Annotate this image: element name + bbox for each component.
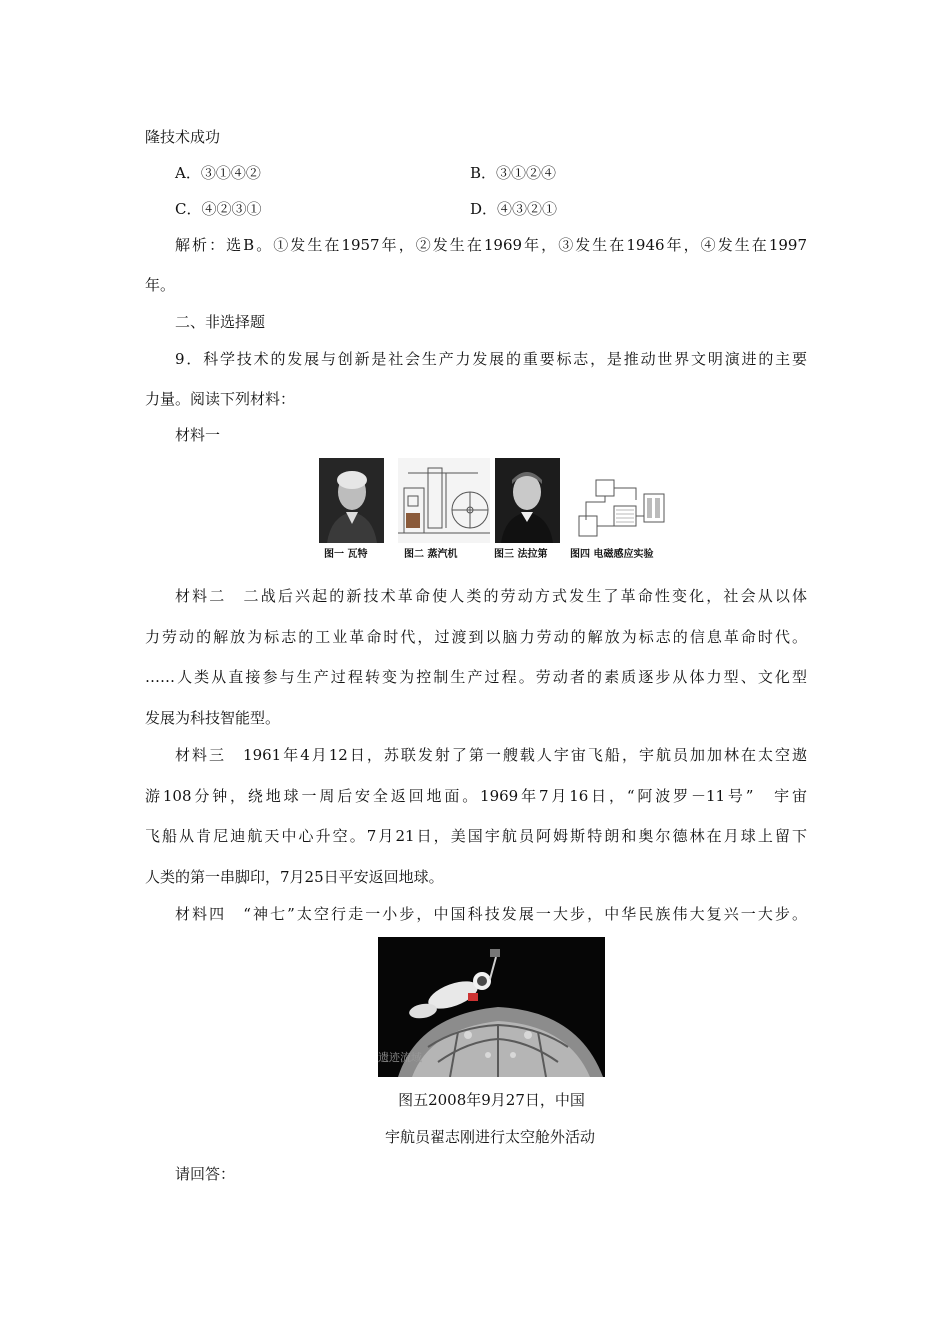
photo-watermark: 遗迹流域 bbox=[378, 1051, 422, 1064]
question-9-stem: 力量。阅读下列材料： bbox=[145, 390, 296, 408]
material-2-line: ……人类从直接参与生产过程转变为控制生产过程。劳动者的素质逐步从体力型、文化型 bbox=[145, 668, 807, 686]
material-1-label: 材料一 bbox=[175, 426, 221, 444]
material-2-line: 发展为科技智能型。 bbox=[145, 709, 281, 727]
induction-experiment-image bbox=[574, 458, 670, 543]
figure-caption: 图三 法拉第 bbox=[494, 549, 548, 560]
watt-portrait-image bbox=[319, 458, 384, 543]
explanation-line: 解析：选B。①发生在1957年，②发生在1969年，③发生在1946年，④发生在1997 bbox=[175, 236, 807, 254]
figure-5-caption: 图五2008年9月27日，中国 bbox=[398, 1091, 585, 1109]
material-2-line: 力劳动的解放为标志的工业革命时代，过渡到以脑力劳动的解放为标志的信息革命时代。 bbox=[145, 628, 807, 646]
figure-1-strip bbox=[318, 458, 670, 566]
material-3-line: 飞船从肯尼迪航天中心升空。7月21日，美国宇航员阿姆斯特朗和奥尔德林在月球上留下 bbox=[145, 827, 807, 845]
section-heading: 二、非选择题 bbox=[175, 313, 266, 331]
material-2-line: 材料二 二战后兴起的新技术革命使人类的劳动方式发生了革命性变化，社会从以体 bbox=[175, 587, 807, 605]
material-3-line: 人类的第一串脚印，7月25日平安返回地球。 bbox=[145, 868, 444, 886]
spacewalk-photo bbox=[378, 937, 605, 1077]
explanation-line: 年。 bbox=[145, 276, 176, 294]
option-a: A．③①④② bbox=[175, 164, 261, 182]
option-c: C．④②③① bbox=[175, 200, 262, 218]
figure-caption: 图一 瓦特 bbox=[324, 549, 368, 560]
figure-caption: 图二 蒸汽机 bbox=[404, 549, 458, 560]
material-3-line: 游108分钟，绕地球一周后安全返回地面。1969年7月16日，“阿波罗－11号” 宇宙 bbox=[145, 787, 807, 805]
prompt-please-answer: 请回答： bbox=[175, 1165, 236, 1183]
material-3-line: 材料三 1961年4月12日，苏联发射了第一艘载人宇宙飞船，宇航员加加林在太空遨 bbox=[175, 746, 807, 764]
faraday-portrait-image bbox=[495, 458, 560, 543]
question-9-stem: 9．科学技术的发展与创新是社会生产力发展的重要标志，是推动世界文明演进的主要 bbox=[175, 350, 807, 368]
figure-5-caption: 宇航员翟志刚进行太空舱外活动 bbox=[384, 1128, 595, 1146]
figure-caption: 图四 电磁感应实验 bbox=[570, 549, 654, 560]
option-b: B．③①②④ bbox=[470, 164, 557, 182]
steam-engine-image bbox=[398, 458, 490, 543]
option-d: D．④③②① bbox=[470, 200, 558, 218]
text-line: 隆技术成功 bbox=[145, 128, 221, 146]
material-4-line: 材料四 “神七”太空行走一小步，中国科技发展一大步，中华民族伟大复兴一大步。 bbox=[175, 905, 807, 923]
